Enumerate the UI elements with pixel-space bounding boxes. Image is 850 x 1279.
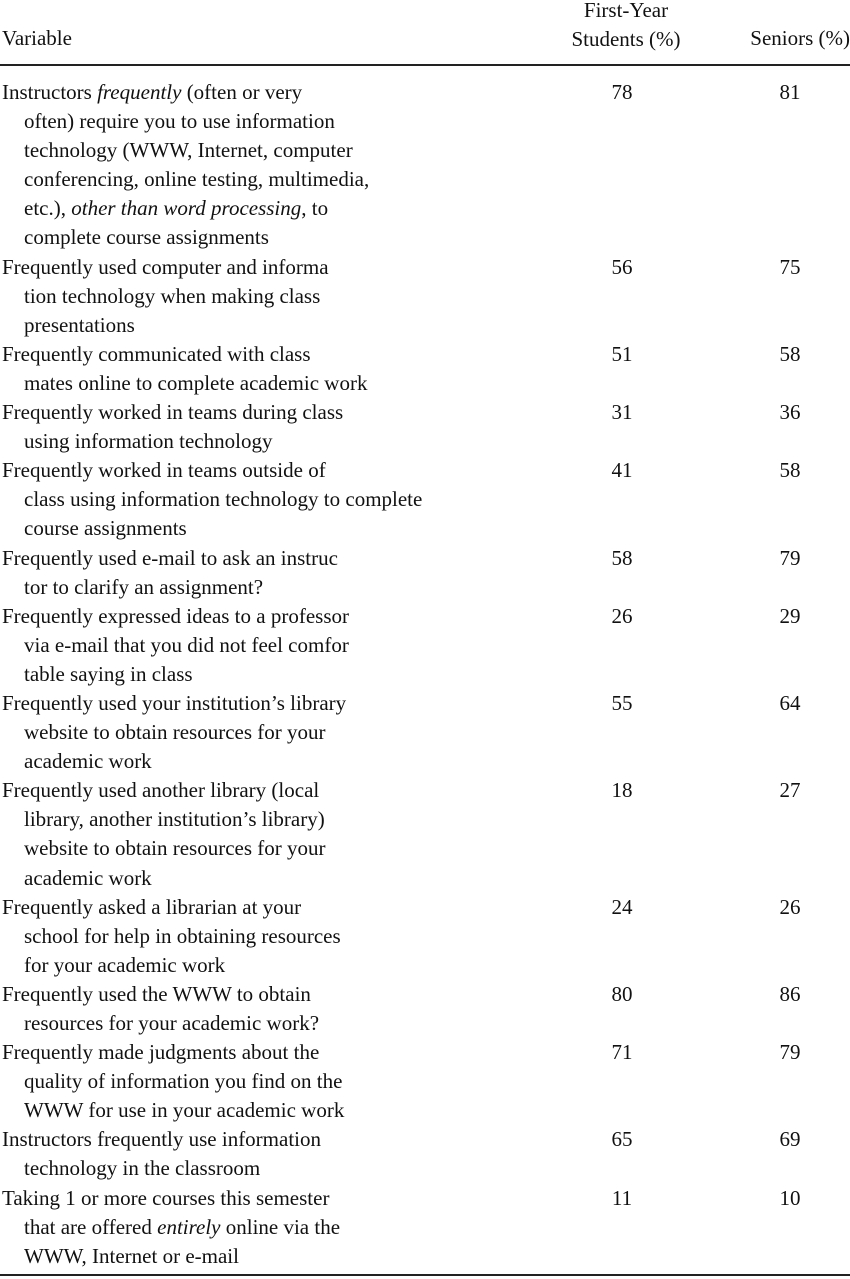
variable-text-line	[2, 398, 522, 427]
table-row	[0, 78, 850, 253]
variable-text: Frequently communicated with class	[2, 341, 311, 366]
variable-text-line	[2, 427, 522, 456]
emphasis-text: entirely	[157, 1214, 221, 1239]
variable-cell	[0, 544, 522, 602]
variable-text: tor to clarify an assignment?	[24, 574, 264, 599]
variable-text-line	[2, 1038, 522, 1067]
variable-text-line	[2, 689, 522, 718]
variable-text-line	[2, 485, 522, 514]
variable-text-line	[2, 194, 522, 223]
seniors-value: 10	[779, 1185, 801, 1210]
table-row	[0, 544, 850, 602]
variable-text: WWW for use in your academic work	[24, 1098, 345, 1123]
variable-cell	[0, 893, 522, 980]
variable-text: that are offered	[24, 1214, 158, 1239]
table-row	[0, 1125, 850, 1183]
first-year-value: 18	[611, 778, 633, 803]
variable-text-line	[2, 223, 522, 252]
variable-text: (often or very	[181, 80, 303, 104]
variable-text-line	[2, 864, 522, 893]
variable-text: Frequently asked a librarian at your	[2, 894, 302, 919]
table-row	[0, 980, 850, 1038]
variable-cell	[0, 340, 522, 398]
variable-text: mates online to complete academic work	[24, 370, 368, 395]
variable-text-line	[2, 369, 522, 398]
emphasis-text: other than word processing	[71, 196, 302, 221]
variable-text: table saying in class	[24, 661, 193, 686]
variable-text-line	[2, 1125, 522, 1154]
first-year-header-line1: First-Year	[583, 0, 669, 22]
table-bottom-rule	[0, 1274, 850, 1276]
variable-text-line	[2, 980, 522, 1009]
first-year-value: 41	[611, 458, 633, 483]
variable-cell	[0, 776, 522, 892]
seniors-value: 79	[779, 545, 801, 570]
variable-cell	[0, 78, 522, 253]
first-year-value: 55	[611, 690, 633, 715]
variable-column-header: Variable	[2, 26, 72, 50]
variable-text: Frequently worked in teams during class	[2, 400, 344, 425]
variable-text: for your academic work	[24, 952, 226, 977]
seniors-value: 36	[779, 400, 801, 425]
variable-text: Instructors frequently use information	[2, 1127, 321, 1152]
first-year-value: 11	[611, 1185, 633, 1210]
variable-text-line	[2, 340, 522, 369]
variable-text: resources for your academic work?	[24, 1011, 320, 1035]
table-row	[0, 776, 850, 892]
variable-text-line	[2, 1242, 522, 1271]
seniors-value: 27	[779, 778, 801, 803]
variable-text: Frequently used e-mail to ask an instruc	[2, 545, 338, 570]
first-year-value: 24	[611, 894, 633, 919]
seniors-value: 58	[779, 458, 801, 483]
variable-text-line	[2, 311, 522, 340]
variable-text-line	[2, 282, 522, 311]
variable-text: , to	[301, 196, 329, 221]
variable-text-line	[2, 1096, 522, 1125]
variable-text-line	[2, 1213, 522, 1242]
variable-text: Frequently expressed ideas to a professor	[2, 603, 349, 628]
seniors-column-header: Seniors (%)	[750, 26, 850, 50]
table-row	[0, 253, 850, 340]
variable-cell	[0, 398, 522, 456]
variable-text-line	[2, 253, 522, 282]
variable-text-line	[2, 631, 522, 660]
variable-text-line	[2, 544, 522, 573]
variable-text: Frequently worked in teams outside of	[2, 458, 326, 483]
seniors-value: 29	[779, 603, 801, 628]
variable-text: online via the	[220, 1214, 341, 1239]
variable-cell	[0, 602, 522, 689]
first-year-value: 56	[611, 254, 633, 279]
variable-text: Instructors	[2, 80, 98, 104]
table-row	[0, 689, 850, 776]
table-row	[0, 1184, 850, 1271]
variable-text: WWW, Internet or e-mail	[24, 1243, 239, 1268]
table-row	[0, 893, 850, 980]
first-year-header-line2: Students (%)	[571, 27, 681, 51]
variable-text-line	[2, 78, 522, 107]
variable-text: Frequently used computer and informa	[2, 254, 329, 279]
first-year-value: 58	[611, 545, 633, 570]
variable-text: academic work	[24, 749, 152, 774]
variable-cell	[0, 1038, 522, 1125]
variable-cell	[0, 253, 522, 340]
variable-text-line	[2, 1009, 522, 1038]
variable-cell	[0, 1125, 522, 1183]
variable-text: technology (WWW, Internet, computer	[24, 138, 353, 163]
table-header	[0, 0, 850, 58]
variable-text-line	[2, 165, 522, 194]
first-year-column-header	[548, 0, 704, 54]
variable-text-line	[2, 893, 522, 922]
variable-text: class using information technology to complete	[24, 487, 423, 512]
table-row	[0, 602, 850, 689]
variable-text: library, another institution’s library)	[24, 807, 325, 832]
table-body	[0, 78, 850, 1271]
variable-text-line	[2, 514, 522, 543]
header-divider	[0, 64, 850, 66]
variable-text-line	[2, 660, 522, 689]
variable-text-line	[2, 805, 522, 834]
variable-text: presentations	[24, 312, 135, 337]
variable-text: conferencing, online testing, multimedia,	[24, 167, 370, 192]
variable-text: complete course assignments	[24, 225, 269, 250]
table-row	[0, 398, 850, 456]
variable-text: academic work	[24, 865, 152, 890]
variable-text: technology in the classroom	[24, 1156, 261, 1181]
variable-cell	[0, 1184, 522, 1271]
variable-text: Frequently used the WWW to obtain	[2, 981, 311, 1006]
first-year-value: 65	[611, 1127, 633, 1152]
variable-text: etc.),	[24, 196, 72, 221]
variable-text: quality of information you find on the	[24, 1069, 343, 1094]
variable-text: website to obtain resources for your	[24, 836, 326, 861]
emphasis-text: frequently	[97, 80, 182, 104]
variable-text-line	[2, 747, 522, 776]
table-row	[0, 340, 850, 398]
variable-text: Frequently made judgments about the	[2, 1040, 320, 1065]
seniors-value: 26	[779, 894, 801, 919]
variable-text-line	[2, 136, 522, 165]
variable-text: Taking 1 or more courses this semester	[2, 1185, 330, 1210]
variable-text-line	[2, 1067, 522, 1096]
variable-text: using information technology	[24, 429, 273, 454]
seniors-value: 79	[779, 1040, 801, 1065]
seniors-value: 75	[779, 254, 801, 279]
variable-text-line	[2, 718, 522, 747]
variable-cell	[0, 689, 522, 776]
table-row	[0, 456, 850, 543]
first-year-value: 51	[611, 341, 633, 366]
first-year-value: 26	[611, 603, 633, 628]
variable-cell	[0, 456, 522, 543]
variable-text-line	[2, 573, 522, 602]
first-year-value: 31	[611, 400, 633, 425]
seniors-value: 81	[779, 80, 801, 104]
first-year-value: 80	[611, 981, 633, 1006]
variable-text: often) require you to use information	[24, 109, 335, 134]
seniors-value: 86	[779, 981, 801, 1006]
variable-text-line	[2, 834, 522, 863]
variable-text: Frequently used another library (local	[2, 778, 320, 803]
variable-text-line	[2, 776, 522, 805]
variable-text-line	[2, 1154, 522, 1183]
variable-text-line	[2, 107, 522, 136]
variable-text: via e-mail that you did not feel comfor	[24, 632, 349, 657]
variable-text: Frequently used your institution’s library	[2, 690, 347, 715]
variable-text-line	[2, 456, 522, 485]
seniors-value: 64	[779, 690, 801, 715]
variable-text: website to obtain resources for your	[24, 720, 326, 745]
seniors-value: 69	[779, 1127, 801, 1152]
table-row	[0, 1038, 850, 1125]
variable-text-line	[2, 951, 522, 980]
seniors-value: 58	[779, 341, 801, 366]
variable-text-line	[2, 602, 522, 631]
variable-cell	[0, 980, 522, 1038]
first-year-value: 78	[611, 80, 633, 104]
variable-text-line	[2, 1184, 522, 1213]
variable-text: course assignments	[24, 516, 187, 541]
variable-text: school for help in obtaining resources	[24, 923, 341, 948]
first-year-value: 71	[611, 1040, 633, 1065]
variable-text: tion technology when making class	[24, 283, 321, 308]
variable-text-line	[2, 922, 522, 951]
